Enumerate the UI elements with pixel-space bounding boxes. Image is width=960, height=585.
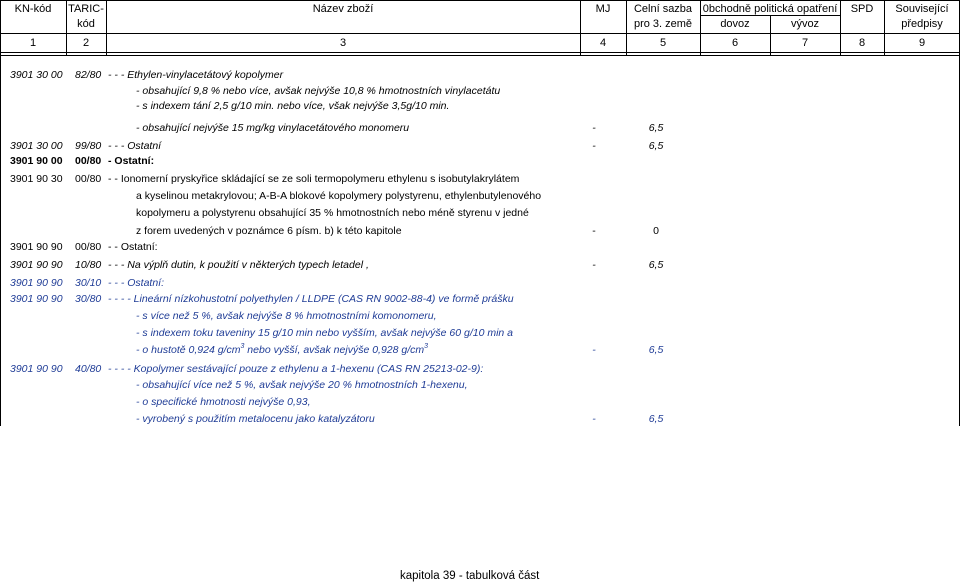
header-taric: TARIC- [68, 3, 104, 15]
row-taric-code: 40/80 [75, 363, 102, 375]
row-kn-code: 3901 90 90 [10, 293, 63, 305]
row-description: a kyselinou metakrylovou; A-B-A blokové kopolymery polystyrenu, ethylenbutylenového [136, 190, 542, 202]
row-description: - obsahující více než 5 %, avšak nejvýše 20 % hmotnostních 1-hexenu, [136, 379, 468, 391]
row-taric-code: 30/80 [75, 293, 102, 305]
header-spd: SPD [850, 3, 874, 15]
col-number-9: 9 [918, 37, 926, 49]
header-taric-2: kód [77, 18, 95, 30]
row-description-part: - o hustotě 0,924 g/cm [136, 344, 241, 356]
rule-header-bottom [0, 33, 960, 34]
row-kn-code: 3901 90 90 [10, 363, 63, 375]
header-goods-name: Název zboží [312, 3, 374, 15]
header-trade-measures: 0bchodně politická opatření [702, 3, 838, 15]
row-kn-code: 3901 30 00 [10, 69, 63, 81]
row-description: - obsahující 9,8 % nebo více, avšak nejvýše 10,8 % hmotnostních vinylacetátu [136, 85, 501, 97]
header-duty-rate-2: pro 3. země [633, 18, 693, 30]
page-footer: kapitola 39 - tabulková část [400, 570, 540, 582]
row-kn-code: 3901 90 90 [10, 277, 63, 289]
col-number-7: 7 [801, 37, 809, 49]
row-mj: - [592, 413, 596, 425]
row-duty-rate: 0 [653, 225, 659, 237]
row-description: - - - Ethylen-vinylacetátový kopolymer [108, 69, 284, 81]
rule-v3 [580, 0, 581, 56]
header-duty-rate: Celní sazba [633, 3, 693, 15]
row-kn-code: 3901 90 30 [10, 173, 63, 185]
rule-double [0, 55, 960, 56]
header-kn-code: KN-kód [14, 3, 52, 15]
row-taric-code: 00/80 [75, 241, 102, 253]
row-mj: - [592, 344, 596, 356]
rule-v5 [700, 0, 701, 56]
row-description [136, 343, 428, 357]
row-description: - vyrobený s použitím metalocenu jako katalyzátoru [136, 413, 375, 425]
row-duty-rate: 6,5 [648, 344, 664, 356]
header-export: vývoz [790, 18, 820, 30]
row-description: - s více než 5 %, avšak nejvýše 8 % hmotnostními komonomeru, [136, 310, 437, 322]
col-number-8: 8 [858, 37, 866, 49]
row-description: - - Ionomerní pryskyřice skládající se ze soli termopolymeru ethylenu s isobutylakrylátem [108, 173, 520, 185]
col-number-2: 2 [82, 37, 90, 49]
row-description: - - - Ostatní [108, 140, 162, 152]
table-header [0, 0, 960, 56]
col-number-1: 1 [29, 37, 37, 49]
row-description: kopolymeru a polystyrenu obsahující 35 % hmotnostních nebo méně styrenu v jedné [136, 207, 529, 219]
row-taric-code: 82/80 [75, 69, 102, 81]
row-description-part: nebo vyšší, avšak nejvýše 0,928 g/cm [244, 344, 425, 356]
row-mj: - [592, 259, 596, 271]
row-description-part: 3 [424, 343, 429, 350]
rule-left [0, 0, 1, 56]
col-number-5: 5 [659, 37, 667, 49]
row-taric-code: 30/10 [75, 277, 102, 289]
row-description: - - - Ostatní: [108, 277, 165, 289]
row-kn-code: 3901 90 90 [10, 259, 63, 271]
header-related-2: předpisy [901, 18, 943, 30]
rule-numbers-bottom [0, 52, 960, 53]
rule-v7 [840, 0, 841, 56]
row-description: - - - Na výplň dutin, k použití v některých typech letadel , [108, 259, 369, 271]
rule-v4 [626, 0, 627, 56]
row-description: - - - - Kopolymer sestávající pouze z ethylenu a 1-hexenu (CAS RN 25213-02-9): [108, 363, 484, 375]
row-mj: - [592, 140, 596, 152]
row-duty-rate: 6,5 [648, 413, 664, 425]
row-kn-code: 3901 90 90 [10, 241, 63, 253]
row-taric-code: 10/80 [75, 259, 102, 271]
row-description: - s indexem toku taveniny 15 g/10 min nebo vyšším, avšak nejvýše 60 g/10 min a [136, 327, 514, 339]
rule-v6 [770, 15, 771, 56]
row-description: - - - - Lineární nízkohustotní polyethylen / LLDPE (CAS RN 9002-88-4) ve formě prášku [108, 293, 514, 305]
col-number-4: 4 [599, 37, 607, 49]
row-description: - o specifické hmotnosti nejvýše 0,93, [136, 396, 311, 408]
row-duty-rate: 6,5 [648, 122, 664, 134]
header-import: dovoz [720, 18, 750, 30]
rule-top [0, 0, 960, 1]
rule-v2 [106, 0, 107, 56]
rule-v8 [884, 0, 885, 56]
header-mj: MJ [595, 3, 611, 15]
rule-v1 [66, 0, 67, 56]
row-description: - s indexem tání 2,5 g/10 min. nebo více, však nejvýše 3,5g/10 min. [136, 100, 450, 112]
row-taric-code: 99/80 [75, 140, 102, 152]
row-mj: - [592, 122, 596, 134]
row-description: - - Ostatní: [108, 241, 158, 253]
header-related: Související [895, 3, 949, 15]
row-kn-code: 3901 30 00 [10, 140, 63, 152]
row-description: z forem uvedených v poznámce 6 písm. b) k této kapitole [136, 225, 402, 237]
row-description: - obsahující nejvýše 15 mg/kg vinylacetátového monomeru [136, 122, 410, 134]
row-kn-code: 3901 90 00 [10, 155, 63, 167]
body-rule-left [0, 56, 1, 426]
row-duty-rate: 6,5 [648, 259, 664, 271]
col-number-6: 6 [731, 37, 739, 49]
col-number-3: 3 [339, 37, 347, 49]
row-description-part: 3 [240, 343, 245, 350]
row-duty-rate: 6,5 [648, 140, 664, 152]
row-mj: - [592, 225, 596, 237]
row-taric-code: 00/80 [75, 155, 102, 167]
row-taric-code: 00/80 [75, 173, 102, 185]
row-description: - Ostatní: [108, 155, 155, 167]
